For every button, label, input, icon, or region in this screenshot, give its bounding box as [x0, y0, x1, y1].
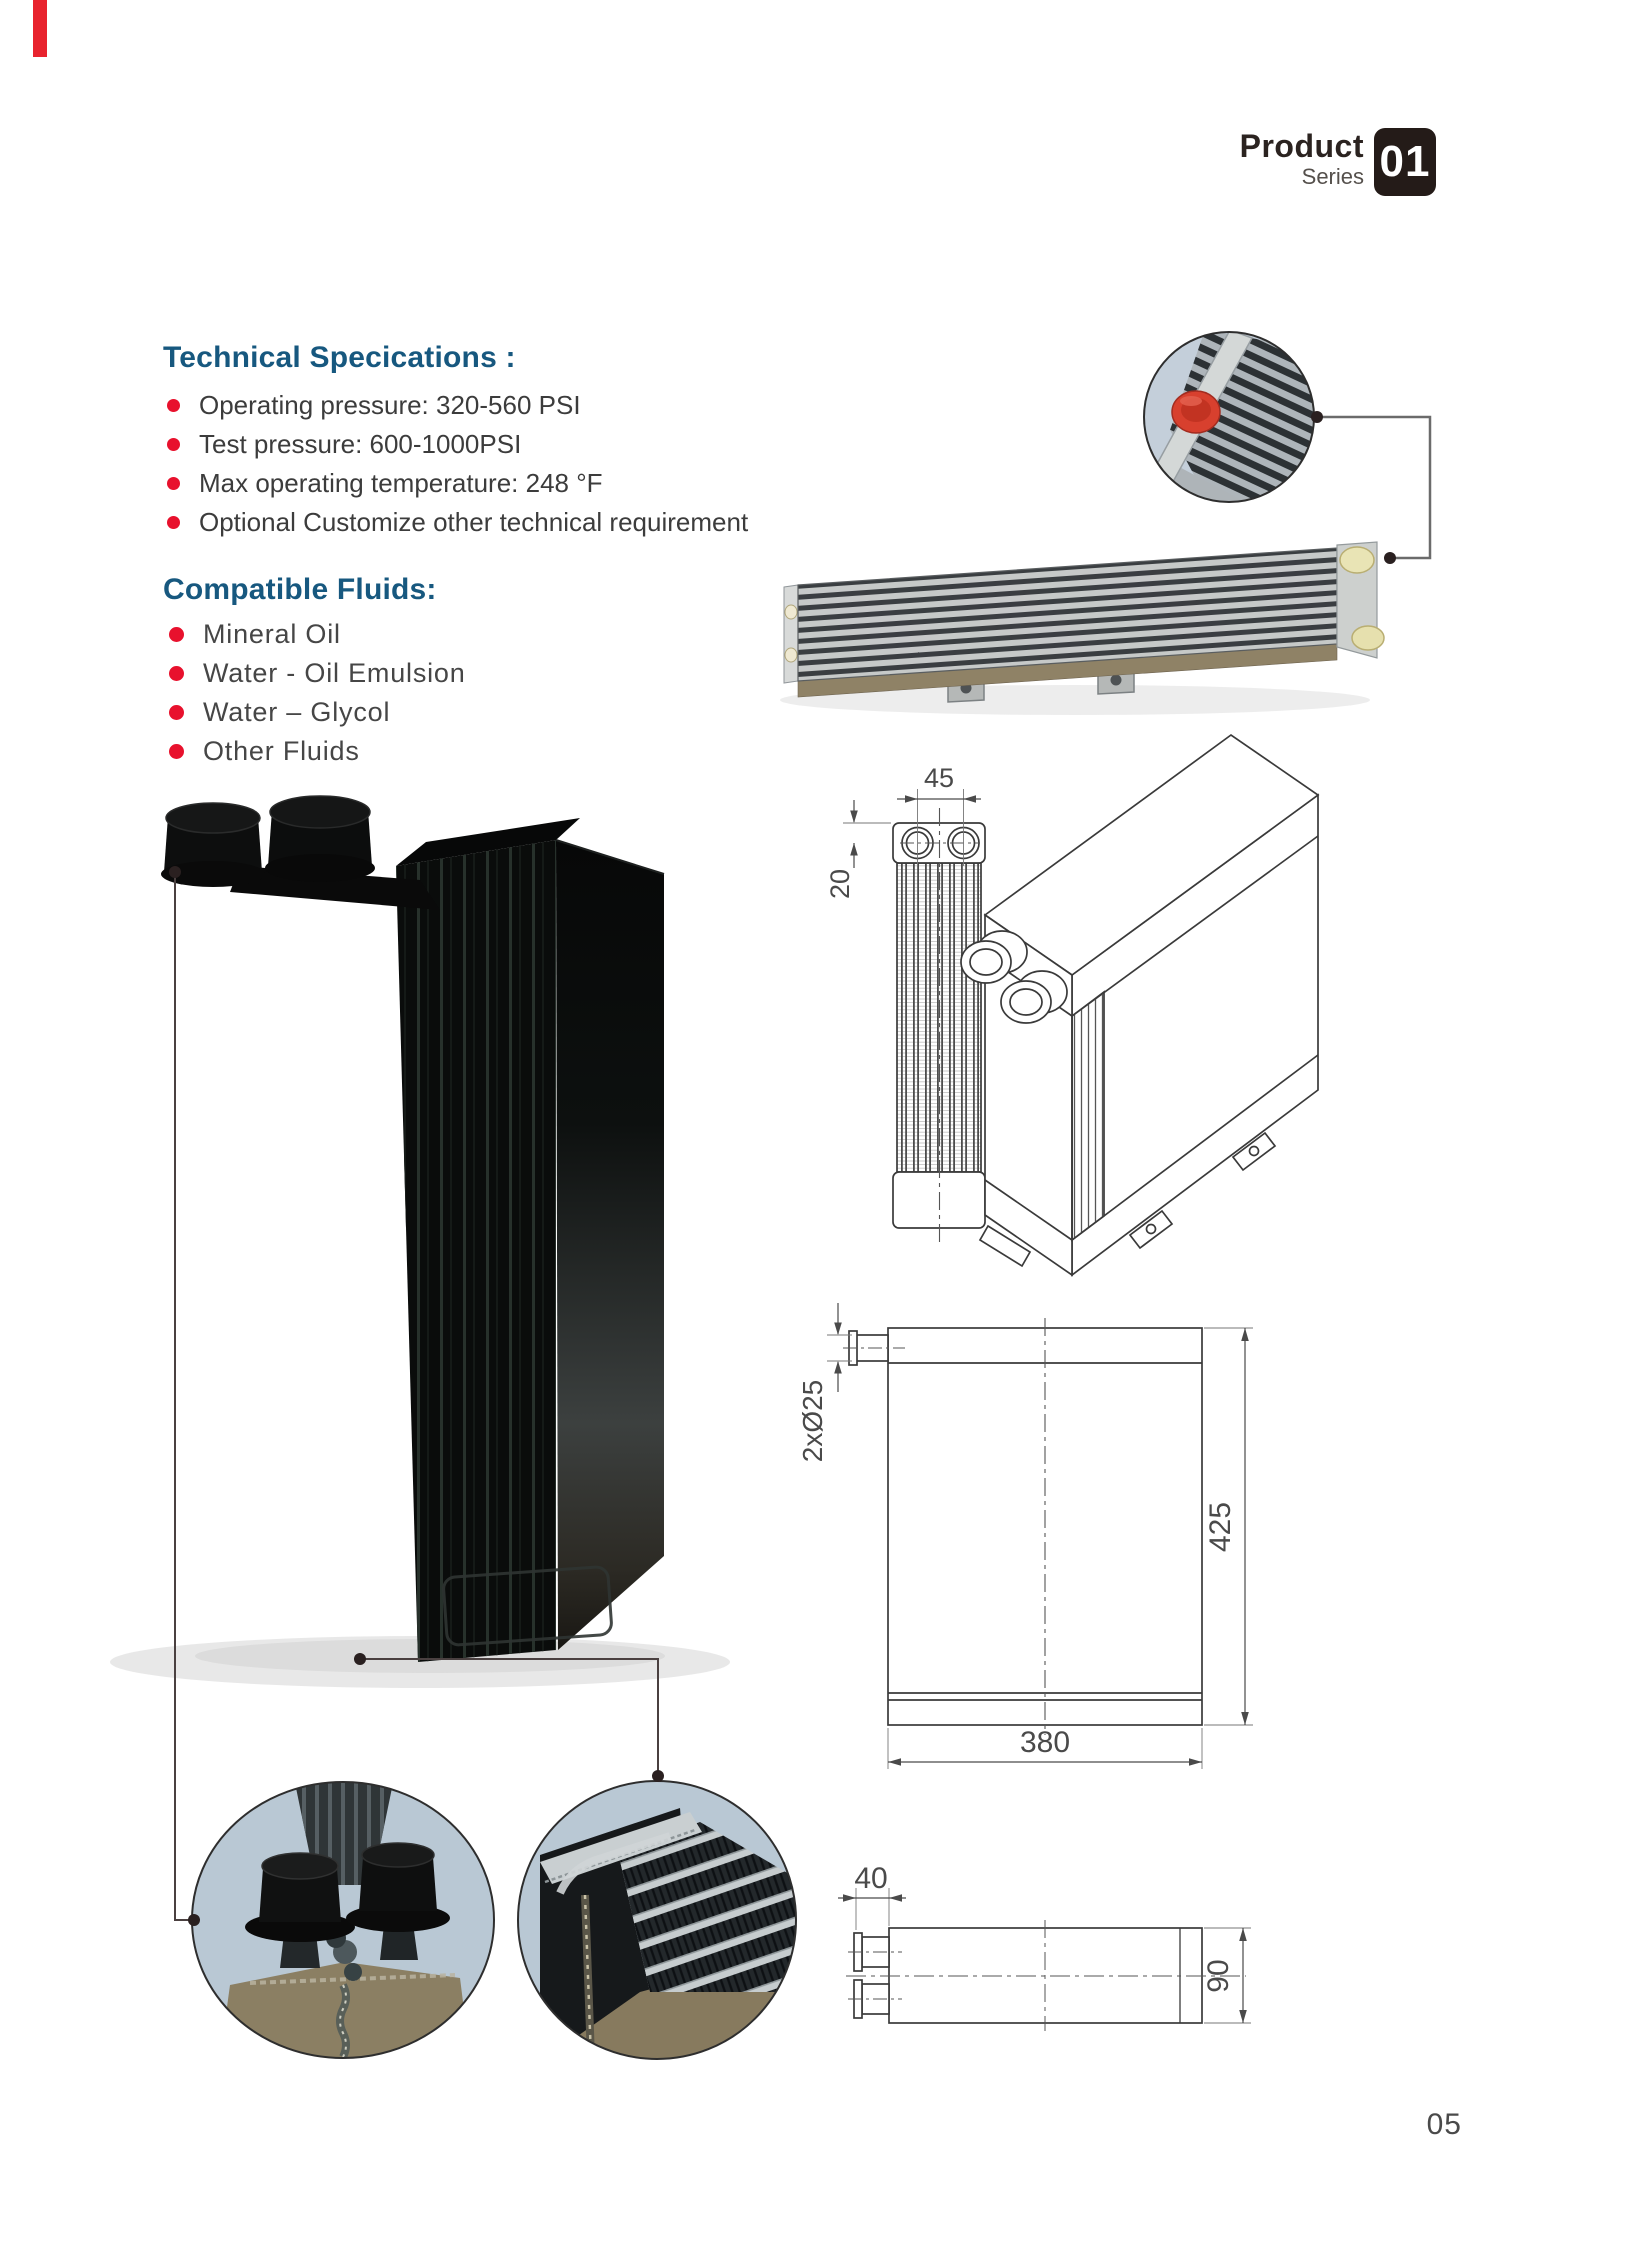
list-item-label: Optional Customize other technical requirement [199, 507, 749, 537]
dim-label-425: 425 [1204, 1501, 1237, 1553]
connector-dot [1384, 552, 1396, 564]
detail-circle-ports [192, 1782, 494, 2059]
front-view-drawing [825, 763, 985, 1242]
isometric-view-drawing [961, 735, 1318, 1275]
dim-label-ports: 2xØ25 [797, 1379, 828, 1463]
list-item-label: Operating pressure: 320-560 PSI [199, 390, 581, 420]
iso-foot-hole [1250, 1147, 1259, 1156]
list-item-label: Mineral Oil [203, 619, 341, 649]
list-item-label: Water – Glycol [203, 697, 391, 727]
connector-line [175, 872, 194, 1920]
port-cap-top [270, 796, 370, 828]
glossy-side-face [556, 840, 664, 1650]
port-cap [785, 648, 797, 662]
dim-label-90: 90 [1202, 1959, 1235, 1993]
radiator-left-cap [784, 585, 798, 683]
port-cap-brim [265, 854, 375, 882]
weld-blob [344, 1963, 362, 1981]
brand-series-label: Series [1301, 164, 1364, 189]
detail-circle-corner [1144, 330, 1320, 505]
detail-circle-weld [518, 1781, 796, 2060]
technical-specs-heading: Technical Specications : [163, 341, 516, 374]
iso-port-bore [970, 949, 1002, 975]
radiator-photo [780, 542, 1384, 715]
connector-line [1317, 417, 1430, 558]
connector-dot [354, 1653, 366, 1665]
port-cap [785, 605, 797, 619]
page-number: 05 [1426, 2108, 1462, 2141]
iso-fins-strip [1072, 992, 1104, 1240]
port-cap-yellow [1340, 547, 1374, 573]
list-item-label: Test pressure: 600-1000PSI [199, 429, 522, 459]
side-view-drawing [797, 1303, 1253, 1769]
dim-label-45: 45 [923, 763, 955, 793]
iso-port-bore [1010, 989, 1042, 1015]
port-cap-top [166, 803, 260, 833]
fin-face-fins [396, 840, 556, 1662]
connector-dot [1311, 411, 1323, 423]
bottom-view-drawing [838, 1862, 1251, 2031]
connector-dot [188, 1914, 200, 1926]
cap-top [362, 1843, 434, 1867]
product-photo [110, 796, 730, 1688]
connector-dot [169, 866, 181, 878]
compatible-fluids-heading: Compatible Fluids: [163, 573, 437, 606]
dim-label-20: 20 [825, 868, 855, 900]
list-item-label: Water - Oil Emulsion [203, 658, 466, 688]
list-item-label: Max operating temperature: 248 °F [199, 468, 603, 498]
brand-product-label: Product [1239, 128, 1364, 164]
dim-label-380: 380 [1019, 1726, 1071, 1759]
foot-bolt-hole [1111, 675, 1122, 686]
list-item-label: Other Fluids [203, 736, 360, 766]
callout-connector [1311, 411, 1430, 564]
iso-foot-hole [1147, 1225, 1156, 1234]
series-number-badge: 01 [1374, 128, 1436, 196]
cap-top [262, 1853, 338, 1879]
port-cap-yellow [1352, 626, 1384, 650]
dim-label-40: 40 [854, 1862, 888, 1895]
connector-dot [652, 1770, 664, 1782]
red-cap-shine [1180, 396, 1202, 406]
